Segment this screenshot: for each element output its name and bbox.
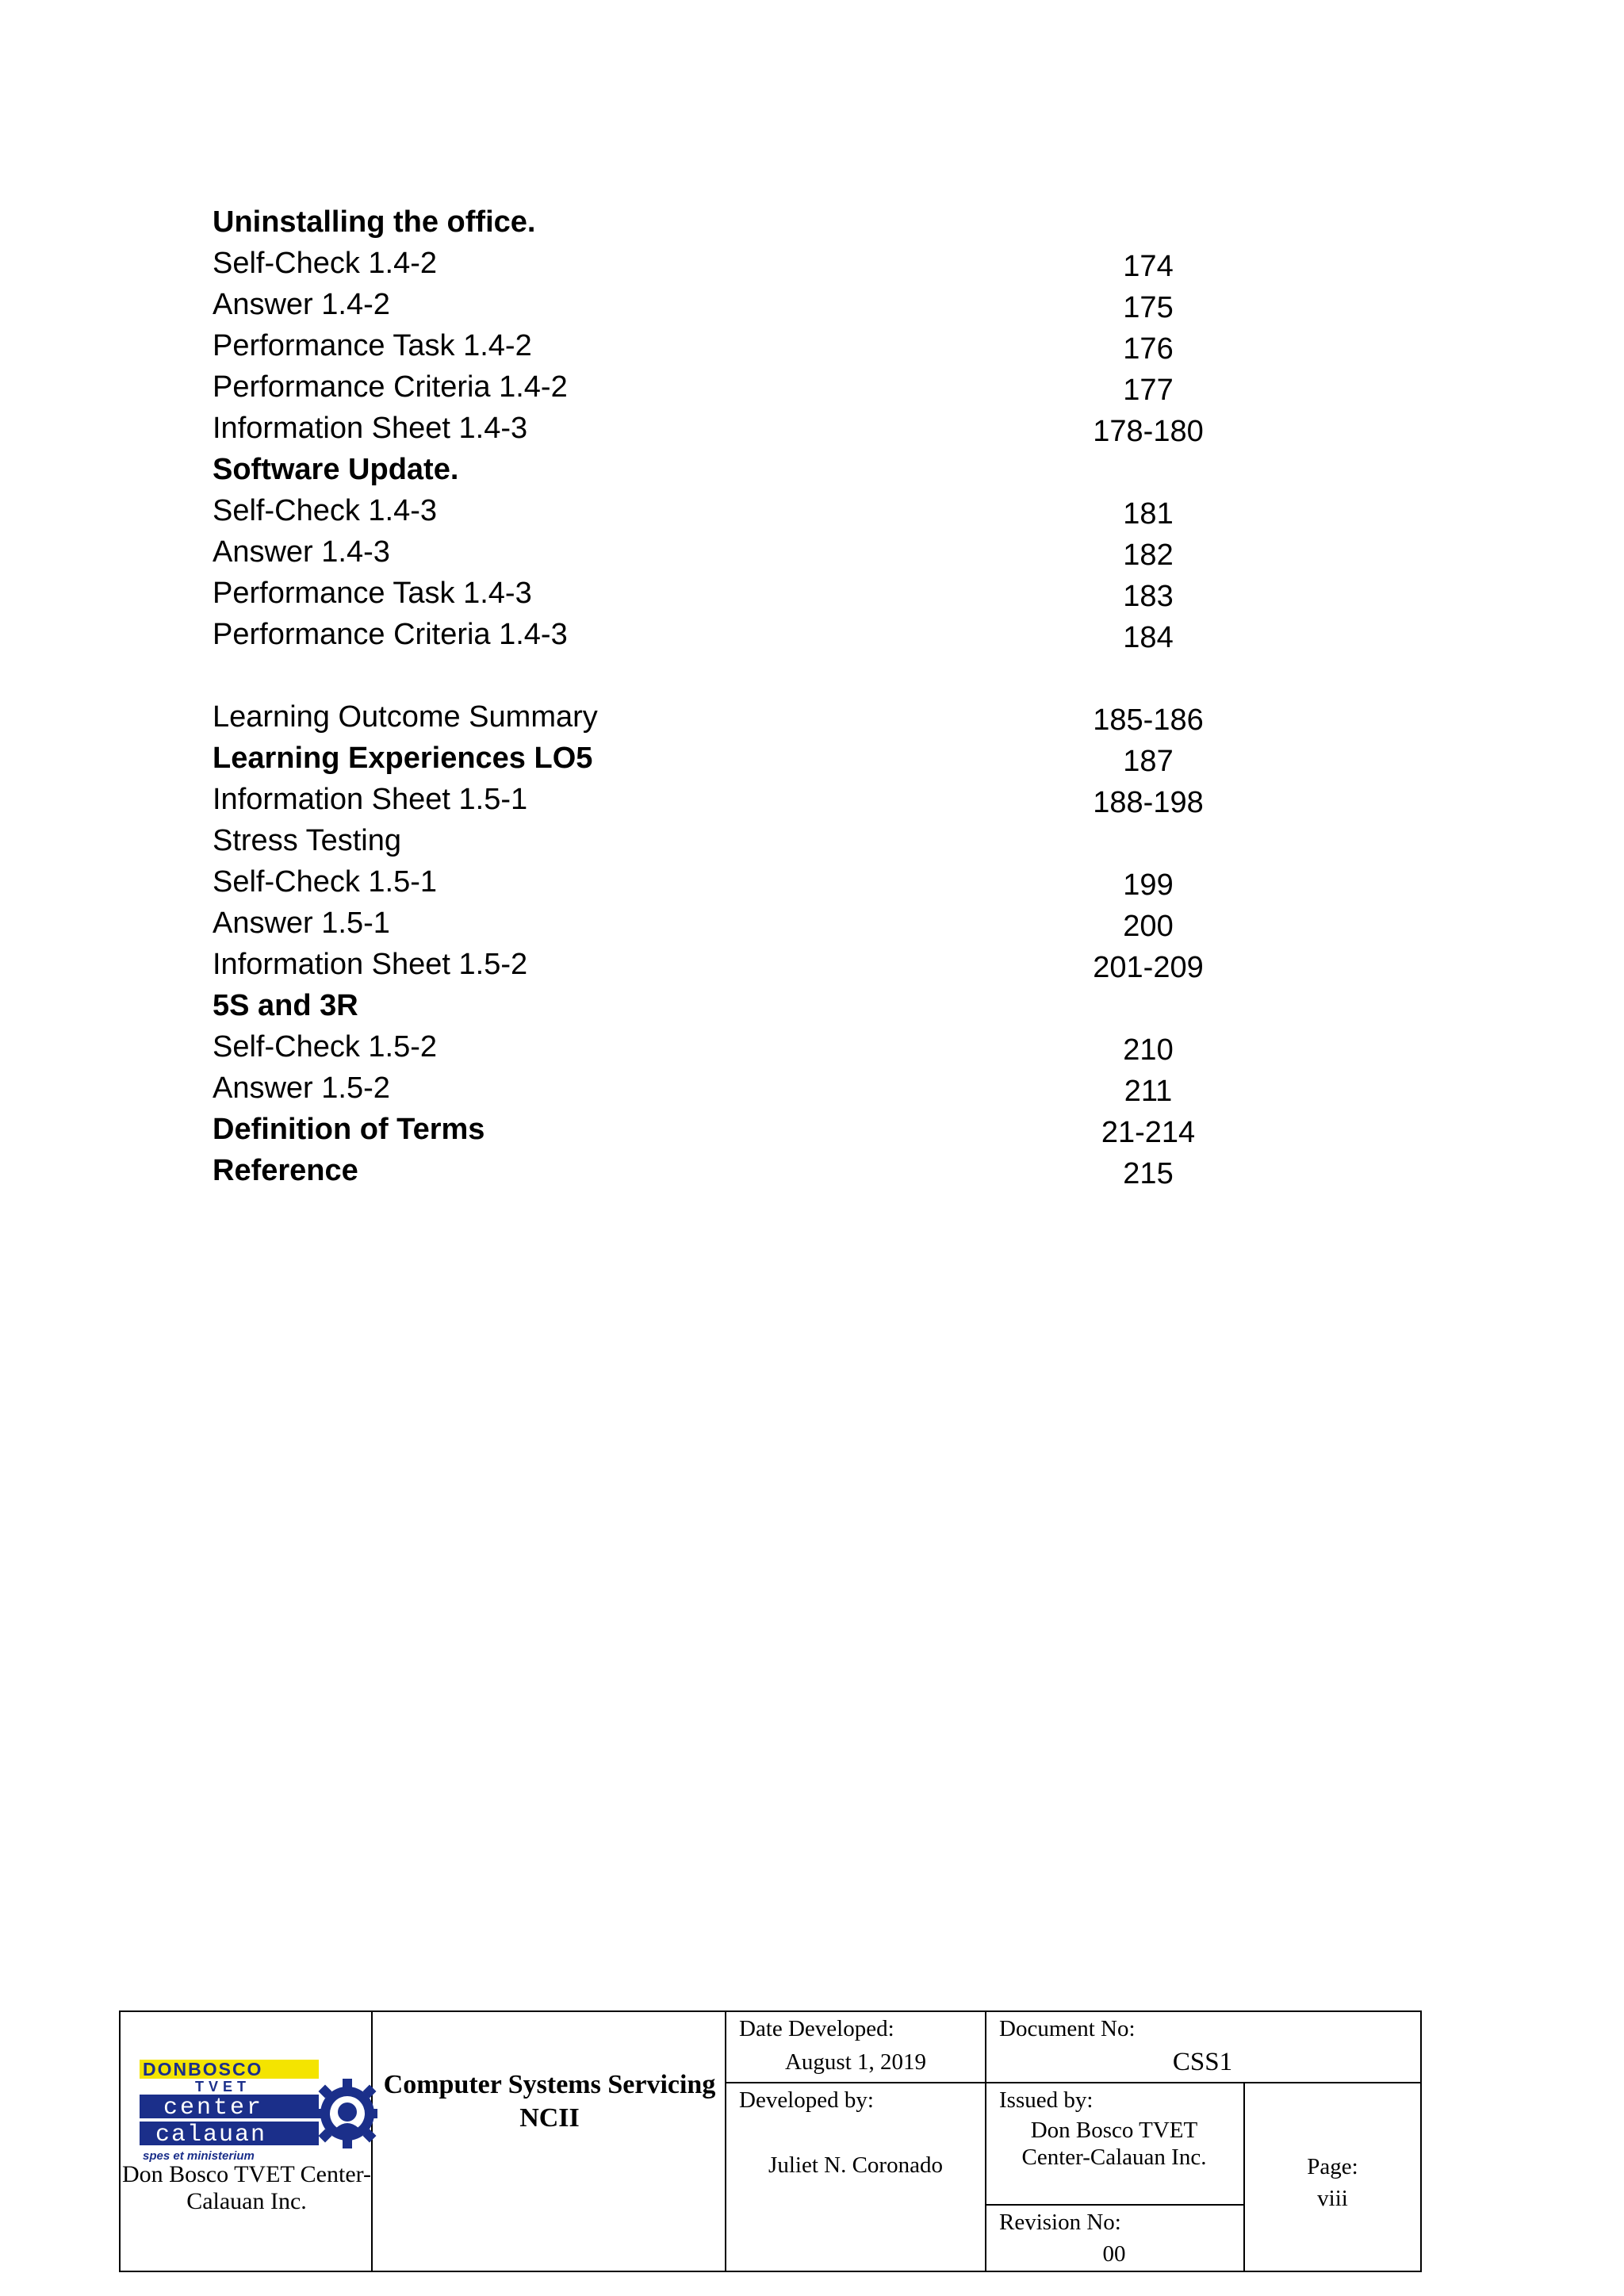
toc-entry: [213, 203, 1243, 244]
toc-entry-label: 5S and 3R: [213, 989, 358, 1022]
org-name: Don Bosco TVET Center-Calauan Inc.: [121, 2161, 372, 2214]
date-developed-label: Date Developed:: [739, 2016, 894, 2041]
logo-calauan-text: calauan: [155, 2122, 267, 2148]
developed-by-value: Juliet N. Coronado: [768, 2152, 943, 2178]
toc-entry-label: Self-Check 1.5-1: [213, 865, 438, 899]
toc-entry: [213, 780, 1243, 822]
toc-entry: [213, 368, 1243, 409]
toc-entry: [213, 1152, 1243, 1193]
issued-by-value: Don Bosco TVET Center-Calauan Inc.: [1021, 2118, 1207, 2170]
toc-entry-page: 210: [1123, 1033, 1174, 1067]
toc-entry-label: Uninstalling the office.: [213, 205, 536, 239]
toc-entry-label: Learning Outcome Summary: [213, 700, 598, 734]
toc-entry-label: Answer 1.5-2: [213, 1071, 390, 1105]
toc-entry-page: 211: [1124, 1075, 1173, 1108]
toc-entry: [213, 698, 1243, 739]
toc-entry: [213, 286, 1243, 327]
toc-entry: [213, 574, 1243, 615]
gear-icon: [312, 2079, 377, 2148]
document-footer: [119, 2010, 1422, 2272]
toc-entry-page: 215: [1123, 1157, 1174, 1190]
toc-entry: [213, 244, 1243, 286]
toc-entry: [213, 863, 1243, 904]
toc-entry-page: 177: [1123, 374, 1174, 407]
developed-by-label: Developed by:: [739, 2087, 874, 2113]
page-label: Page:: [1307, 2154, 1358, 2179]
revision-no-label: Revision No:: [999, 2210, 1121, 2235]
logo-motto-text: spes et ministerium: [143, 2149, 255, 2163]
toc-entry-label: Answer 1.4-2: [213, 288, 390, 321]
toc-entry-label: Software Update.: [213, 453, 459, 486]
toc-entry: [213, 987, 1243, 1028]
toc-entry: [213, 533, 1243, 574]
toc-entry-page: 181: [1123, 497, 1174, 531]
toc-entry-page: 188-198: [1093, 786, 1204, 819]
toc-entry-label: Self-Check 1.4-2: [213, 247, 438, 280]
toc-entry-page: 200: [1123, 910, 1174, 943]
toc-entry-label: Stress Testing: [213, 824, 401, 857]
toc-entry-label: Learning Experiences LO5: [213, 742, 593, 775]
revision-no-value: 00: [1102, 2241, 1126, 2267]
toc-entry: [213, 1028, 1243, 1069]
document-no-label: Document No:: [999, 2016, 1136, 2041]
toc-entry-page: 176: [1123, 332, 1174, 366]
toc-entry: [213, 945, 1243, 987]
toc-entry: [213, 450, 1243, 492]
toc-entry: [213, 904, 1243, 945]
toc-entry: [213, 1110, 1243, 1152]
toc-entry: [213, 615, 1243, 657]
toc-entry-page: 174: [1123, 250, 1174, 283]
toc-entry-page: 175: [1123, 291, 1174, 324]
toc-entry: [213, 492, 1243, 533]
don-bosco-logo: [140, 2060, 377, 2163]
toc-entry: [213, 1069, 1243, 1110]
toc-entry-label: Information Sheet 1.4-3: [213, 412, 528, 445]
table-of-contents: [213, 203, 1243, 1193]
toc-entry: [213, 409, 1243, 450]
toc-entry: [213, 739, 1243, 780]
toc-entry-label: Answer 1.5-1: [213, 907, 390, 940]
toc-entry: [213, 822, 1243, 863]
toc-entry: [213, 327, 1243, 368]
course-title: Computer Systems Servicing NCII: [383, 2070, 716, 2133]
toc-entry-label: Performance Task 1.4-3: [213, 577, 532, 610]
toc-entry-label: Self-Check 1.5-2: [213, 1030, 438, 1064]
toc-entry-page: 185-186: [1093, 703, 1204, 737]
date-developed-value: August 1, 2019: [784, 2049, 927, 2075]
toc-entry-label: Performance Criteria 1.4-3: [213, 618, 568, 651]
toc-entry-label: Information Sheet 1.5-2: [213, 948, 528, 981]
toc-entry: [213, 657, 1243, 698]
toc-entry-label: Performance Task 1.4-2: [213, 329, 532, 362]
toc-entry-page: 21-214: [1101, 1116, 1196, 1149]
toc-entry-page: 178-180: [1093, 415, 1204, 448]
toc-entry-label: Self-Check 1.4-3: [213, 494, 438, 527]
toc-entry-label: Answer 1.4-3: [213, 535, 390, 569]
page-value: viii: [1317, 2186, 1348, 2211]
logo-tvet-text: TVET: [195, 2079, 251, 2095]
toc-entry-page: 187: [1123, 745, 1174, 778]
document-no-value: CSS1: [1172, 2048, 1233, 2076]
toc-entry-page: 199: [1123, 868, 1174, 902]
toc-entry-page: 183: [1123, 580, 1174, 613]
toc-entry-label: Definition of Terms: [213, 1113, 485, 1146]
toc-entry-page: 182: [1123, 539, 1174, 572]
toc-entry-label: Reference: [213, 1154, 358, 1187]
logo-top-text: DONBOSCO: [143, 2060, 263, 2079]
toc-entry-page: 184: [1123, 621, 1174, 654]
issued-by-label: Issued by:: [999, 2087, 1094, 2113]
toc-entry-label: Performance Criteria 1.4-2: [213, 370, 568, 404]
logo-center-text: center: [163, 2095, 264, 2122]
toc-entry-label: Information Sheet 1.5-1: [213, 783, 528, 816]
toc-entry-page: 201-209: [1093, 951, 1204, 984]
